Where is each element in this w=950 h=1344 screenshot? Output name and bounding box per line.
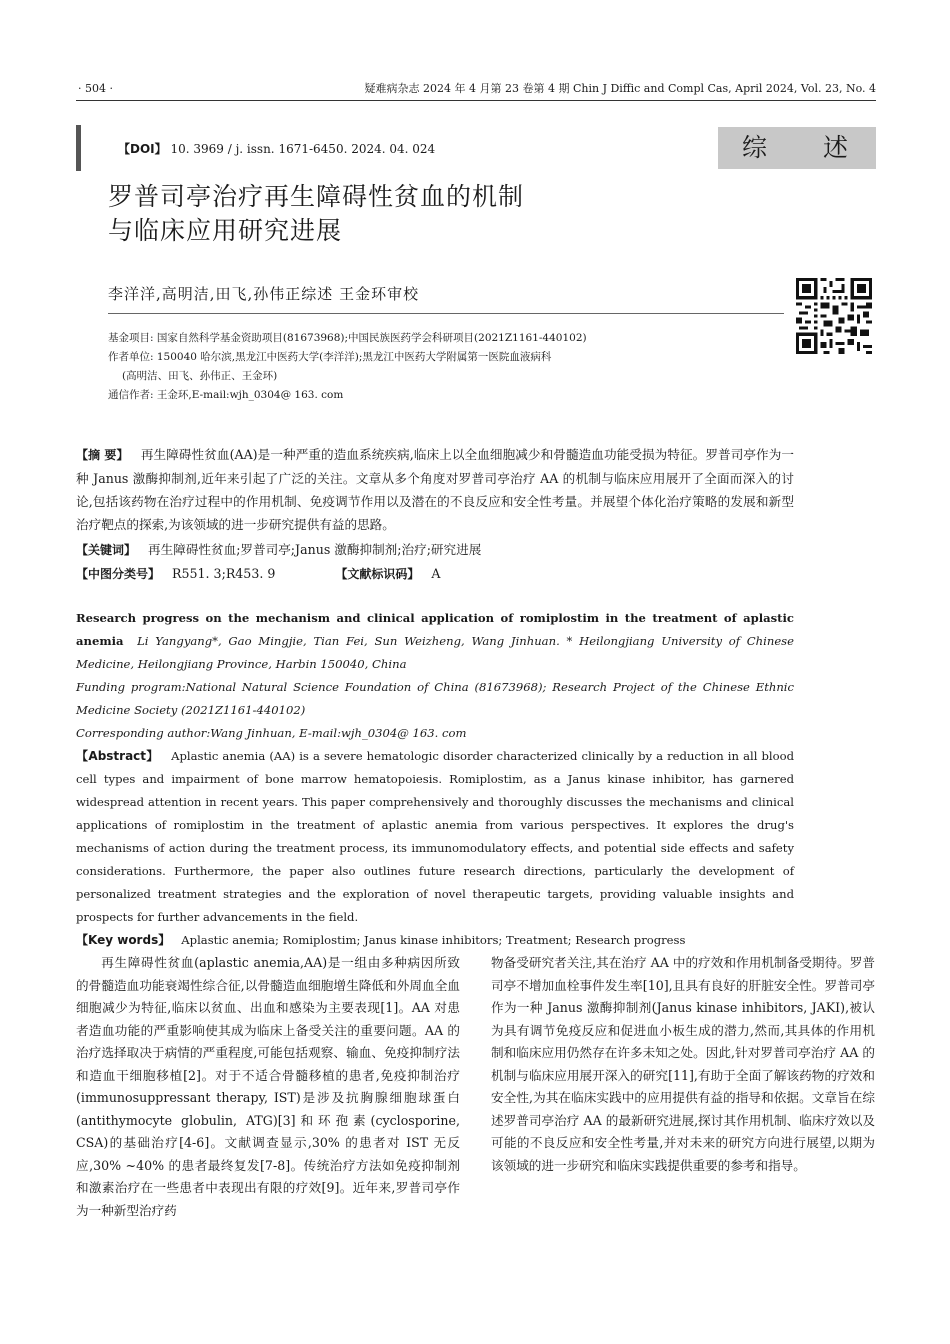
english-authors: Li Yangyang*, Gao Mingjie, Tian Fei, Sun Weizheng, Wang Jinhuan. * Heilongjiang University of Chinese Medicine, Heilongjiang Province, Harbin 150040, China <box>76 634 794 671</box>
correspondence-line: 通信作者: 王金环,E-mail:wjh_0304@ 163. com <box>108 389 344 401</box>
doi-bar <box>76 125 876 171</box>
english-corr-label: Corresponding author: <box>76 726 211 740</box>
english-funding-text: National Natural Science Foundation of China (81673968); Research Project of the Chinese Ethnic Medicine Society (2021Z1161-440102) <box>76 680 795 717</box>
english-keywords-label: 【Key words】 <box>76 933 171 947</box>
affiliation-line-2: (高明洁、田飞、孙伟正、王金环) <box>122 370 278 382</box>
english-corr-text: Wang Jinhuan, E-mail:wjh_0304@ 163. com <box>210 726 467 740</box>
journal-header: 疑难病杂志 2024 年 4 月第 23 卷第 4 期 Chin J Diffic and Compl Cas, April 2024, Vol. 23, No. 4 <box>364 82 876 95</box>
keywords-cn-label: 【关键词】 <box>76 543 137 557</box>
qr-code-icon <box>796 278 872 354</box>
body-column-right <box>491 952 875 1177</box>
doi-label: 【DOI】 <box>118 142 167 156</box>
abstract-cn <box>76 443 794 536</box>
authors: 李洋洋,高明洁,田飞,孙伟正综述 王金环审校 <box>108 285 420 303</box>
english-title: Research progress on the mechanism and clinical application of romiplostim in the treatment of aplastic anemia <box>76 611 794 648</box>
body-column-left <box>76 952 460 1222</box>
authors-rule <box>108 313 784 314</box>
title-line-1: 罗普司亭治疗再生障碍性贫血的机制 <box>108 182 525 211</box>
english-funding-label: Funding program: <box>76 680 186 694</box>
abstract-cn-text: 再生障碍性贫血(AA)是一种严重的造血系统疾病,临床上以全血细胞减少和骨髓造血功能受损为特征。罗普司亭作为一种 Janus 激酶抑制剂,近年来引起了广泛的关注。文章从多个角度对罗普司亭治疗 AA 的机制与临床应用展开了全面而深入的讨论,包括该药物在治疗过程中的作用机制、免疫调节作用以及潜在的不良反应和安全性考量。并展望个体化治疗策略的发展和新型治疗靶点的探索,为该领域的进一步研究提供有益的思路。 <box>76 447 795 532</box>
funding-line: 基金项目: 国家自然科学基金资助项目(81673968);中国民族医药学会科研项目(2021Z1161-440102) <box>108 332 587 344</box>
english-abstract-label: 【Abstract】 <box>76 749 159 763</box>
doc-code-label: 【文献标识码】 <box>335 567 420 581</box>
body-paragraph-left: 再生障碍性贫血(aplastic anemia,AA)是一组由多种病因所致的骨髓造血功能衰竭性综合征,以骨髓造血细胞增生降低和外周血全血细胞减少为特征,临床以贫血、出血和感染为主要表现[1]。AA 对患者造血功能的严重影响使其成为临床上备受关注的重要问题。AA 的治疗选择取决于病情的严重程度,可能包括观察、输血、免疫抑制疗法和造血干细胞移植[2]。对于不适合骨髓移植的患者,免疫抑制治疗(immunosuppressant therapy, IST)是涉及抗胸腺细胞球蛋白(antithymocyte globulin, ATG)[3]和环孢素(cyclosporine, CSA)的基础治疗[4-6]。文献调查显示,30% 的患者对 IST 无反应,30% ~40% 的患者最终复发[7-8]。传统治疗方法如免疫抑制剂和激素治疗在一些患者中表现出有限的疗效[9]。近年来,罗普司亭作为一种新型治疗药 <box>76 955 460 1218</box>
article-info <box>108 329 788 405</box>
keywords-block-cn <box>76 538 794 586</box>
clc-label: 【中图分类号】 <box>76 567 161 581</box>
english-keywords-text: Aplastic anemia; Romiplostim; Janus kinase inhibitors; Treatment; Research progress <box>181 933 686 947</box>
header-rule <box>76 100 876 101</box>
page-number: · 504 · <box>78 82 113 95</box>
section-badge: 综 述 <box>718 127 876 169</box>
doi-line <box>118 140 435 157</box>
article-title <box>108 180 524 248</box>
english-abstract-block <box>76 607 794 952</box>
clc-value: R551. 3;R453. 9 <box>172 566 276 581</box>
title-line-2: 与临床应用研究进展 <box>108 216 343 245</box>
body-paragraph-right: 物备受研究者关注,其在治疗 AA 中的疗效和作用机制备受期待。罗普司亭不增加血栓事件发生率[10],且具有良好的肝脏安全性。罗普司亭作为一种 Janus 激酶抑制剂(Janus kinase inhibitors, JAKI),被认为具有调节免疫反应和促进血小板生成的潜力,然而,其具体的作用机制和临床应用仍然存在许多未知之处。因此,针对罗普司亭治疗 AA 的机制与临床应用展开深入的研究[11],有助于全面了解该药物的疗效和安全性,为其在临床实践中的应用提供有益的指导和依据。文章旨在综述罗普司亭治疗 AA 的最新研究进展,探讨其作用机制、临床疗效以及可能的不良反应和安全性考量,并对未来的研究方向进行展望,以期为该领域的进一步研究和临床实践提供重要的参考和指导。 <box>491 955 875 1173</box>
doc-code-value: A <box>431 566 441 581</box>
affiliation-line-1: 作者单位: 150040 哈尔滨,黑龙江中医药大学(李洋洋);黑龙江中医药大学附属第一医院血液病科 <box>108 351 552 363</box>
doi-bar-mark <box>76 125 81 171</box>
keywords-cn-text: 再生障碍性贫血;罗普司亭;Janus 激酶抑制剂;治疗;研究进展 <box>148 542 482 557</box>
doi-value: 10. 3969 / j. issn. 1671-6450. 2024. 04. 024 <box>170 142 436 156</box>
english-abstract-text: Aplastic anemia (AA) is a severe hematologic disorder characterized clinically by a reduction in all blood cell types and impairment of bone marrow hematopoiesis. Romiplostim, as a Janus kinase inhibitor, has garnered widespread attention in recent years. This paper comprehensively and thoroughly discusses the mechanisms and clinical applications of romiplostim in the treatment of aplastic anemia from various perspectives. It explores the drug's mechanisms of action during the treatment process, its immunomodulatory effects, and potential side effects and safety considerations. Furthermore, the paper also outlines future research directions, particularly the development of personalized treatment strategies and the exploration of novel therapeutic targets, providing valuable insights and prospects for further advancements in the field. <box>76 749 794 924</box>
abstract-cn-label: 【摘 要】 <box>76 448 129 462</box>
